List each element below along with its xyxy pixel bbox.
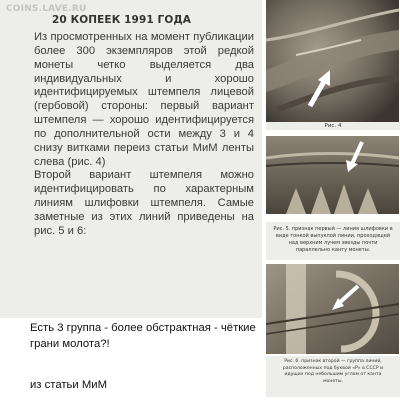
article-paragraph-2: Второй вариант штемпеля можно идентифицировать по характерным линиям шлифовки штемпеля. Самые заметные из этих линий приведены на рис. 5 и 6:: [34, 169, 254, 237]
figure-6-photo: [266, 264, 399, 354]
source-note: из статьи МиМ: [30, 379, 107, 391]
article-title: 20 КОПЕЕК 1991 ГОДА: [52, 14, 192, 26]
figure-column: [266, 0, 400, 400]
figure-5-caption: Рис. 5. признак первый — линия шлифовки в виде тонкой выпуклой линии, проходящей над верхним лучем звезды почти параллельно канту монеты.: [266, 222, 400, 260]
figure-5-photo: [266, 136, 399, 214]
figure-4-photo: [266, 0, 399, 126]
figure-6-caption: Рис. 6. признак второй — группа линий, расположенных под буквой «Р» в СССР и идущих под небольшим углом от канта монеты.: [266, 356, 400, 397]
article-body: [34, 31, 254, 239]
article-paragraph-1: Из просмотренных на момент публикации более 300 экземпляров этой редкой монеты четко выделяется два индивидуальных и хорошо идентифицируемых штемпеля лицевой (гербовой) стороны: первый вариант штемпеля — хорошо идентифицируется по дополнительной ости между 3 и 4 снизу витками переиз статьи МиМ ленты слева (рис. 4): [34, 31, 254, 168]
group-note: Есть 3 группа - более обстрактная - чёткие грани молота?!: [30, 322, 256, 350]
watermark: COINS.LAVE.RU: [6, 4, 87, 14]
figure-4-caption: Рис. 4: [266, 122, 400, 130]
